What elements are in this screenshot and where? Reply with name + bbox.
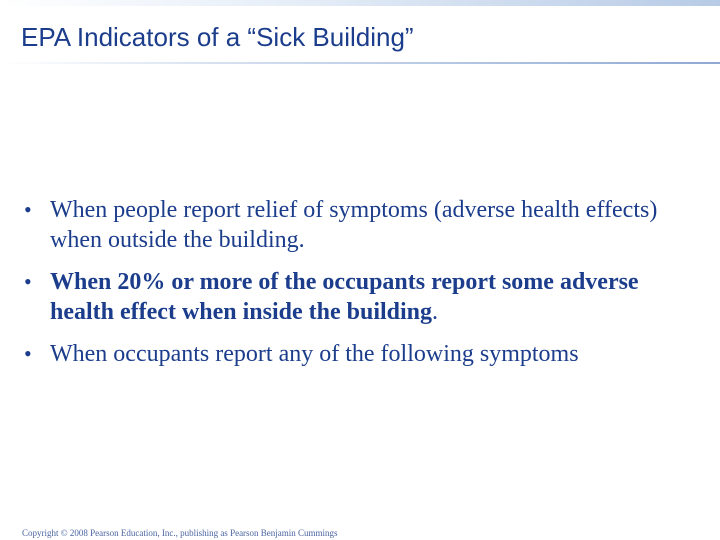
- bullet-item: [22, 339, 702, 369]
- bullet-dot-icon: •: [24, 269, 32, 294]
- bullet-item: [22, 267, 702, 327]
- title-divider: [0, 62, 720, 64]
- bullet-list: [22, 195, 702, 381]
- top-accent-bar: [0, 0, 720, 6]
- slide-title: EPA Indicators of a “Sick Building”: [21, 22, 414, 52]
- bullet-item: [22, 195, 702, 255]
- bullet-text: When people report relief of symptoms (adverse health effects) when outside the building.: [50, 197, 658, 253]
- bullet-dot-icon: •: [24, 197, 32, 222]
- bullet-text-bold: When 20% or more of the occupants report some adverse health effect when inside the building: [50, 269, 639, 325]
- bullet-text: When occupants report any of the following symptoms: [50, 341, 579, 367]
- bullet-trailing-period: .: [432, 299, 439, 325]
- bullet-dot-icon: •: [24, 341, 32, 366]
- copyright-footer: Copyright © 2008 Pearson Education, Inc., publishing as Pearson Benjamin Cummings: [22, 528, 338, 538]
